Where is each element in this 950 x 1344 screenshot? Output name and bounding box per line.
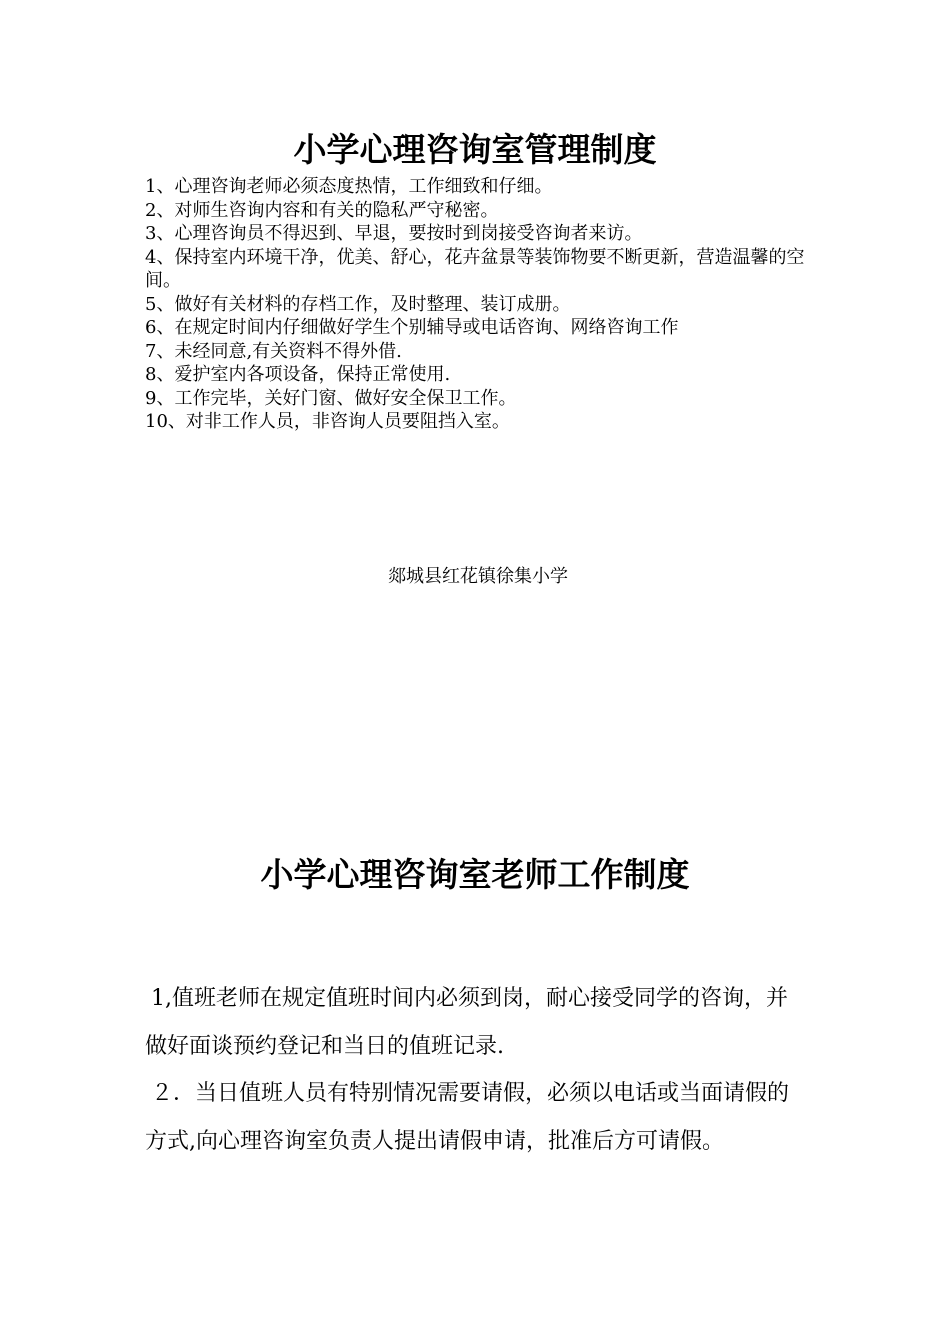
work-rule-item: 1,值班老师在规定值班时间内必须到岗，耐心接受同学的咨询，并做好面谈预约登记和当日的值班记录. [145, 986, 788, 1059]
rule-item: 4、保持室内环境干净，优美、舒心，花卉盆景等装饰物要不断更新，营造温馨的空间。 [145, 246, 805, 291]
teacher-work-rules-title: 小学心理咨询室老师工作制度 [260, 855, 690, 894]
management-rules-title: 小学心理咨询室管理制度 [293, 130, 657, 169]
rule-item: 8、爱护室内各项设备，保持正常使用. [145, 364, 451, 385]
rule-item: 5、做好有关材料的存档工作，及时整理、装订成册。 [145, 293, 571, 315]
rule-item: 9、工作完毕，关好门窗、做好安全保卫工作。 [145, 387, 517, 409]
rule-item: 7、未经同意,有关资料不得外借. [145, 340, 402, 362]
management-rules-list [145, 175, 825, 434]
rule-item: 6、在规定时间内仔细做好学生个别辅导或电话咨询、网络咨询工作 [145, 317, 679, 338]
rule-item: 1、心理咨询老师必须态度热情，工作细致和仔细。 [145, 176, 553, 197]
work-rule-item: ２．当日值班人员有特别情况需要请假，必须以电话或当面请假的方式,向心理咨询室负责人提出请假申请，批准后方可请假。 [145, 1081, 790, 1154]
rule-item: 10、对非工作人员，非咨询人员要阻挡入室。 [145, 411, 510, 432]
rule-item: 2、对师生咨询内容和有关的隐私严守秘密。 [145, 199, 499, 221]
school-signature: 郯城县红花镇徐集小学 [388, 566, 568, 587]
teacher-work-rules-list [145, 975, 795, 1165]
rule-item: 3、心理咨询员不得迟到、早退，要按时到岗接受咨询者来访。 [145, 223, 643, 244]
